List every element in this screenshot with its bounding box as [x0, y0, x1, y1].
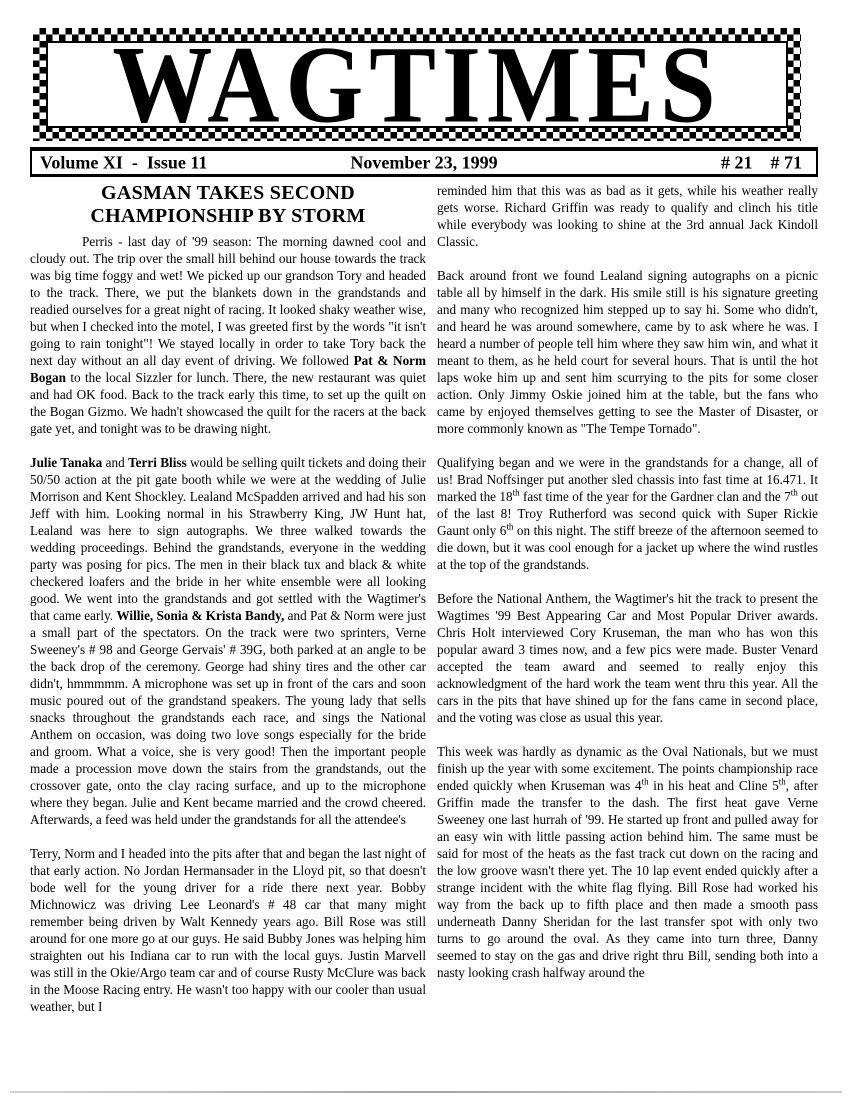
scan-artifact-line [10, 1091, 842, 1093]
issue-number-right: # 71 [770, 152, 802, 172]
issue-bar [30, 147, 818, 177]
text-segment: This week was hardly as dynamic as the Oval Nationals, but we must finish up the year with some excitement. The points championship race ended quickly when Kruseman was 4 [437, 744, 818, 793]
text-segment: , after Griffin made the transfer to the dash. The first heat gave Verne Sweeney one last hurrah of '99. He started up front and pulled away for an easy win with little passing action behind him. The same must be said for most of the heats as the fast track cut down on the racing and the low groove wasn't there yet. The 10 lap event ended quickly after a strange incident with the white flag flying. Bill Rose had worked his way from the back up to fifth place and then made a smooth pass underneath Danny Sheridan for the last transfer spot with only two turns to go around the oval. As they came into turn three, Danny seemed to stay on the gas and drive right thru Bill, sending both into a nasty looking crash halfway around the [437, 778, 818, 980]
right-column-text [437, 182, 818, 981]
text-segment: Pat & Norm Bogan [30, 353, 427, 385]
paragraph [30, 454, 426, 828]
text-segment: on this night. The stiff breeze of the afternoon seemed to die down, but it was cool enough for a jacket up where the wind rustles at the top of the grandstands. [437, 523, 818, 572]
text-segment: and [102, 455, 129, 470]
text-segment: th [790, 487, 798, 498]
masthead-banner [33, 22, 801, 145]
text-segment: out of the last 8! Troy Rutherford was second quick with Super Rickie Gaunt only 6 [437, 489, 818, 538]
paragraph [437, 743, 818, 981]
text-segment: th [506, 521, 514, 532]
text-segment: Julie Tanaka [30, 455, 103, 470]
paragraph [30, 845, 426, 1015]
paragraph [437, 454, 818, 573]
left-column-text [30, 233, 426, 1015]
text-segment: th [778, 776, 786, 787]
newsletter-title: WAGTIMES [112, 22, 722, 145]
text-segment: to the local Sizzler for lunch. There, the new restaurant was quiet and had OK food. Back to the track early this time, to set up the quilt on the Bogan Gizmo. We hadn't showcased the quilt for the racers at the back gate yet, and tonight was to be drawing night. [30, 370, 426, 436]
text-segment: in his heat and Cline 5 [648, 778, 779, 793]
text-segment: th [512, 487, 520, 498]
text-segment: reminded him that this was as bad as it gets, while his weather really gets worse. Richard Griffin was ready to qualify and clinch his title while everybody was looking to shine at the 3rd annual Jack Kindoll Classic. [437, 183, 818, 249]
text-segment: Qualifying began and we were in the grandstands for a change, all of us! Brad Noffsinger put another sled chassis into fast time at 16.471. It marked the 18 [437, 455, 818, 504]
paragraph [437, 267, 818, 437]
issue-number-left: # 21 [721, 152, 753, 172]
text-segment: Perris - last day of '99 season: The morning dawned cool and cloudy out. The trip over the small hill behind our house towards the track was big time foggy and wet! We picked up our grandson Tory and headed to the track. There, we put the blankets down in the grandstands and readied ourselves for a great night of racing. It looked shaky weather wise, but when I checked into the motel, I was greeted first by the words "it isn't going to rain tonight"! We stayed locally in order to take Tory back the next day without an all day event of driving. We followed [30, 234, 426, 368]
text-segment: Terri Bliss [128, 455, 187, 470]
masthead-title-box [46, 22, 788, 145]
text-segment: Willie, Sonia & Krista Bandy, [116, 608, 285, 623]
issue-numbers [721, 152, 802, 173]
text-segment: would be selling quilt tickets and doing their 50/50 action at the pit gate booth while we were at the wedding of Julie Morrison and Kent Shockley. Lealand McSpadden arrived and had his son Jeff with him. Looking normal in his Strawberry King, JW Hunt hat, Lealand was here to sign autographs. We three walked towards the wedding proceedings. Behind the grandstands, everyone in the wedding party was posing for pics. The men in their black tux and black & white checkered loafers and the bride in her white ensemble were all looking good. We went into the grandstands and got settled with the Wagtimer's that came early. [30, 455, 427, 623]
paragraph [437, 182, 818, 250]
date-label: November 23, 1999 [350, 152, 498, 172]
headline-line-1: GASMAN TAKES SECOND [101, 182, 355, 204]
text-segment: th [641, 776, 649, 787]
headline-line-2: CHAMPIONSHIP BY STORM [90, 205, 366, 227]
text-segment: Terry, Norm and I headed into the pits after that and began the last night of that early action. No Jordan Hermansader in the Lloyd pit, so that doesn't bode well for the young driver for a ride there next year. Bobby Michnowicz was driving Lee Leonard's # 48 car that many might remember being driven by Walt Kennedy years ago. Bill Rose was still around for one more go at our guys. He said Bubby Jones was helping him straighten out his Indiana car to run with the local guys. Justin Marvell was still in the Okie/Argo team car and of course Rusty McClure was back in the Moose Racing entry. He wasn't too happy with our cooler than usual weather, but I [30, 846, 426, 1014]
article-body [30, 182, 818, 1032]
article-headline [30, 182, 426, 228]
text-segment: and Pat & Norm were just a small part of the spectators. On the track were two sprinters, Verne Sweeney's # 98 and George Gervais' # 39G, both parked at an angle to be the back drop of the ceremony. George had shiny tires and the other car didn't, hmmmmm. A microphone was set up in front of the cars and soon music poured out of the grandstand speakers. The young lady that sells snacks throughout the grandstands each race, and sings the National Anthem on occasion, was doing two love songs especially for the bride and groom. What a voice, she is very good! Then the important people made a procession move down the stairs from the grandstands, out the crossover gate, onto the clay racing surface, and up to the microphone where they began. Julie and Kent became married and the crowd cheered. Afterwards, a feed was held under the grandstands for all the attendee's [30, 608, 427, 827]
paragraph [437, 590, 818, 726]
text-segment: Before the National Anthem, the Wagtimer's hit the track to present the Wagtimes '99 Best Appearing Car and Most Popular Driver awards. Chris Holt interviewed Cory Kruseman, the man who has won this popular award 3 times now, and a few pics were made. Buster Venard accepted the team award and seemed to really enjoy this acknowledgment of the hard work the team went thru this year. All the cars in the pits that have shined up for the fans came in second place, and the voting was close as usual this year. [437, 591, 818, 725]
text-segment: fast time of the year for the Gardner clan and the 7 [519, 489, 791, 504]
paragraph [30, 233, 426, 437]
volume-issue-label: Volume XI - Issue 11 [40, 152, 208, 172]
text-segment: Back around front we found Lealand signing autographs on a picnic table all by himself in the dark. His smile still is his signature greeting and many who recognized him stepped up to say hi. Some who didn't, and heard he was around somewhere, came by to ask where he was. I heard a number of people tell him where they saw him win, and what it meant to them, as he held court for several hours. That is until the hot laps woke him up and sent him scurrying to the pits for some closer action. Only Jimmy Oskie joined him at the table, but the fans who came by enjoyed themselves getting to see the Master of Disaster, or more commonly known as "The Tempe Tornado". [437, 268, 818, 436]
left-column [30, 182, 426, 1032]
right-column [437, 182, 818, 1032]
